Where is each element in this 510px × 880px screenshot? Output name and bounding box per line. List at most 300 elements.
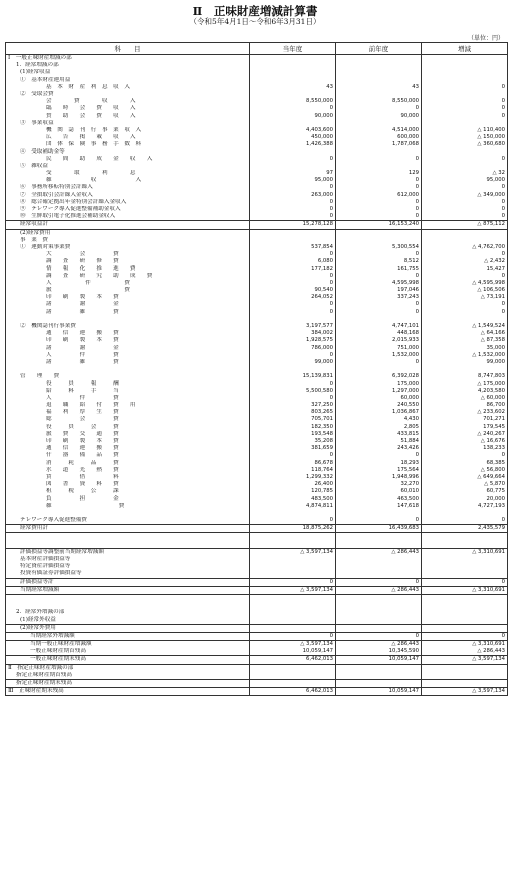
change-value: 0 bbox=[422, 452, 508, 459]
table-row bbox=[6, 578, 508, 586]
row-label bbox=[6, 602, 250, 609]
table-row bbox=[6, 664, 508, 672]
table-row bbox=[6, 616, 508, 624]
change-value bbox=[422, 148, 508, 155]
current-year-value: 8,550,000 bbox=[250, 98, 336, 105]
row-label: 当期一般正味財産増減額 bbox=[6, 641, 250, 649]
row-label: 通 信 運 搬 費 bbox=[6, 330, 250, 337]
table-row bbox=[6, 533, 508, 541]
previous-year-value: 0 bbox=[336, 199, 422, 206]
row-label: 2．経常外増減の部 bbox=[6, 609, 250, 616]
table-row bbox=[6, 170, 508, 177]
row-label: 人 件 費 bbox=[6, 395, 250, 402]
previous-year-value bbox=[336, 366, 422, 373]
change-value: 701,271 bbox=[422, 416, 508, 423]
previous-year-value: 1,948,996 bbox=[336, 474, 422, 481]
previous-year-value: △ 286,443 bbox=[336, 548, 422, 556]
current-year-value bbox=[250, 316, 336, 323]
previous-year-value: 240,550 bbox=[336, 402, 422, 409]
change-value: △ 110,400 bbox=[422, 127, 508, 134]
row-label: ⑧ 総合確定拠出年金特別会計繰入金収入 bbox=[6, 199, 250, 206]
previous-year-value: 600,000 bbox=[336, 134, 422, 141]
period-subtitle: （令和5年4月1日～令和6年3月31日） bbox=[189, 17, 321, 26]
previous-year-value bbox=[336, 594, 422, 602]
change-value bbox=[422, 541, 508, 549]
table-row bbox=[6, 280, 508, 287]
row-label: 特定資産評価損益等 bbox=[6, 563, 250, 570]
previous-year-value bbox=[336, 664, 422, 672]
current-year-value bbox=[250, 533, 336, 541]
change-value: △ 60,000 bbox=[422, 395, 508, 402]
change-value: △ 875,112 bbox=[422, 221, 508, 229]
current-year-value: 0 bbox=[250, 156, 336, 163]
change-value: 179,545 bbox=[422, 424, 508, 431]
previous-year-value: △ 286,443 bbox=[336, 641, 422, 649]
previous-year-value: 16,153,240 bbox=[336, 221, 422, 229]
current-year-value bbox=[250, 672, 336, 680]
previous-year-value: 90,000 bbox=[336, 113, 422, 120]
change-value: 0 bbox=[422, 206, 508, 213]
previous-year-value: 4,430 bbox=[336, 416, 422, 423]
previous-year-value: 1,787,068 bbox=[336, 141, 422, 148]
change-value: △ 360,680 bbox=[422, 141, 508, 148]
table-row bbox=[6, 120, 508, 127]
change-value bbox=[422, 533, 508, 541]
previous-year-value: 60,000 bbox=[336, 395, 422, 402]
change-value: △ 5,870 bbox=[422, 481, 508, 488]
current-year-value bbox=[250, 664, 336, 672]
table-row bbox=[6, 460, 508, 467]
table-row bbox=[6, 556, 508, 563]
change-value bbox=[422, 77, 508, 84]
previous-year-value: 0 bbox=[336, 177, 422, 184]
column-header-change: 増減 bbox=[422, 43, 508, 55]
row-label: 負 担 金 bbox=[6, 495, 250, 502]
previous-year-value bbox=[336, 616, 422, 624]
table-row bbox=[6, 503, 508, 510]
table-row bbox=[6, 541, 508, 549]
current-year-value: 18,875,262 bbox=[250, 525, 336, 533]
change-value bbox=[422, 664, 508, 672]
change-value: 68,385 bbox=[422, 460, 508, 467]
previous-year-value bbox=[336, 679, 422, 687]
table-row bbox=[6, 641, 508, 649]
previous-year-value: 0 bbox=[336, 105, 422, 112]
change-value bbox=[422, 316, 508, 323]
previous-year-value: 433,815 bbox=[336, 431, 422, 438]
current-year-value: 90,000 bbox=[250, 113, 336, 120]
row-label: 旅 費 交 通 費 bbox=[6, 431, 250, 438]
current-year-value: 450,000 bbox=[250, 134, 336, 141]
previous-year-value bbox=[336, 77, 422, 84]
current-year-value: 0 bbox=[250, 380, 336, 387]
previous-year-value: 0 bbox=[336, 301, 422, 308]
current-year-value: 0 bbox=[250, 517, 336, 525]
change-value bbox=[422, 229, 508, 237]
table-row bbox=[6, 134, 508, 141]
previous-year-value: 147,618 bbox=[336, 503, 422, 510]
row-label: ② 受取会費 bbox=[6, 91, 250, 98]
row-label: (2)経常費用 bbox=[6, 229, 250, 237]
change-value: △ 4,595,998 bbox=[422, 280, 508, 287]
table-row bbox=[6, 586, 508, 594]
statement-table bbox=[5, 42, 508, 696]
current-year-value: 90,540 bbox=[250, 287, 336, 294]
previous-year-value bbox=[336, 148, 422, 155]
current-year-value bbox=[250, 366, 336, 373]
current-year-value bbox=[250, 229, 336, 237]
current-year-value bbox=[250, 77, 336, 84]
current-year-value: 86,678 bbox=[250, 460, 336, 467]
previous-year-value: 16,439,683 bbox=[336, 525, 422, 533]
row-label: 図 書 資 料 費 bbox=[6, 481, 250, 488]
row-label: (2)経常外費用 bbox=[6, 624, 250, 632]
current-year-value bbox=[250, 556, 336, 563]
table-row bbox=[6, 301, 508, 308]
table-row bbox=[6, 309, 508, 316]
previous-year-value bbox=[336, 570, 422, 578]
row-label: 一般正味財産期末残高 bbox=[6, 656, 250, 664]
change-value: 86,700 bbox=[422, 402, 508, 409]
row-label bbox=[6, 366, 250, 373]
row-label: 調 査 研 究 助 成 費 bbox=[6, 273, 250, 280]
table-row bbox=[6, 352, 508, 359]
current-year-value bbox=[250, 609, 336, 616]
table-row bbox=[6, 409, 508, 416]
change-value bbox=[422, 62, 508, 69]
change-value bbox=[422, 120, 508, 127]
current-year-value: 1,928,575 bbox=[250, 337, 336, 344]
row-label: 情 報 化 推 進 費 bbox=[6, 265, 250, 272]
row-label: 諸 雑 費 bbox=[6, 359, 250, 366]
row-label: 基 本 財 産 利 息 収 入 bbox=[6, 84, 250, 91]
previous-year-value: 18,293 bbox=[336, 460, 422, 467]
current-year-value bbox=[250, 237, 336, 244]
table-row bbox=[6, 563, 508, 570]
row-label: ② 機関誌刊行事業費 bbox=[6, 323, 250, 330]
row-label: 役 員 会 費 bbox=[6, 424, 250, 431]
previous-year-value bbox=[336, 510, 422, 517]
change-value: △ 3,597,134 bbox=[422, 656, 508, 664]
row-label: 諸 謝 金 bbox=[6, 345, 250, 352]
previous-year-value: 0 bbox=[336, 452, 422, 459]
change-value bbox=[422, 510, 508, 517]
current-year-value bbox=[250, 62, 336, 69]
current-year-value: 1,426,388 bbox=[250, 141, 336, 148]
change-value: 0 bbox=[422, 251, 508, 258]
previous-year-value: 4,747,101 bbox=[336, 323, 422, 330]
current-year-value: 35,208 bbox=[250, 438, 336, 445]
row-label: 水 道 光 熱 費 bbox=[6, 467, 250, 474]
row-label: 指定正味財産期首残高 bbox=[6, 672, 250, 680]
row-label: 大 会 費 bbox=[6, 251, 250, 258]
change-value bbox=[422, 366, 508, 373]
previous-year-value bbox=[336, 609, 422, 616]
table-row bbox=[6, 602, 508, 609]
table-row bbox=[6, 316, 508, 323]
current-year-value: 4,403,600 bbox=[250, 127, 336, 134]
previous-year-value: 243,426 bbox=[336, 445, 422, 452]
change-value: 0 bbox=[422, 84, 508, 91]
table-row bbox=[6, 424, 508, 431]
current-year-value: 0 bbox=[250, 213, 336, 221]
row-label: 評価損益等計 bbox=[6, 578, 250, 586]
change-value bbox=[422, 609, 508, 616]
row-label: ③ 事業収益 bbox=[6, 120, 250, 127]
row-label: 経常収益計 bbox=[6, 221, 250, 229]
row-label: 総 会 費 bbox=[6, 416, 250, 423]
change-value: △ 349,000 bbox=[422, 192, 508, 199]
previous-year-value bbox=[336, 602, 422, 609]
change-value bbox=[422, 91, 508, 98]
previous-year-value: 4,595,998 bbox=[336, 280, 422, 287]
row-label: 給 料 手 当 bbox=[6, 388, 250, 395]
current-year-value: 264,052 bbox=[250, 294, 336, 301]
table-header-row bbox=[6, 43, 508, 55]
previous-year-value: 6,392,028 bbox=[336, 373, 422, 380]
previous-year-value: 175,564 bbox=[336, 467, 422, 474]
change-value: △ 56,800 bbox=[422, 467, 508, 474]
table-row bbox=[6, 431, 508, 438]
current-year-value: 0 bbox=[250, 578, 336, 586]
table-row bbox=[6, 656, 508, 664]
row-label: ⑦ 全損取引会計繰入金収入 bbox=[6, 192, 250, 199]
change-value bbox=[422, 55, 508, 63]
table-row bbox=[6, 452, 508, 459]
previous-year-value: 10,059,147 bbox=[336, 688, 422, 696]
change-value bbox=[422, 570, 508, 578]
table-row bbox=[6, 474, 508, 481]
table-row bbox=[6, 380, 508, 387]
row-label: 雑 費 bbox=[6, 503, 250, 510]
current-year-value: 537,854 bbox=[250, 244, 336, 251]
page-title: Ⅱ 正味財産増減計算書 bbox=[192, 4, 318, 18]
change-value bbox=[422, 616, 508, 624]
table-row bbox=[6, 395, 508, 402]
current-year-value: 118,764 bbox=[250, 467, 336, 474]
previous-year-value bbox=[336, 55, 422, 63]
change-value: 0 bbox=[422, 578, 508, 586]
current-year-value: 120,785 bbox=[250, 488, 336, 495]
row-label: (1)経常収益 bbox=[6, 69, 250, 76]
change-value: 60,775 bbox=[422, 488, 508, 495]
row-label bbox=[6, 541, 250, 549]
table-row bbox=[6, 273, 508, 280]
table-row bbox=[6, 141, 508, 148]
row-label: 印 刷 製 本 費 bbox=[6, 438, 250, 445]
row-label: (1)経常外収益 bbox=[6, 616, 250, 624]
table-row bbox=[6, 609, 508, 616]
current-year-value: 5,500,580 bbox=[250, 388, 336, 395]
previous-year-value bbox=[336, 69, 422, 76]
change-value: △ 3,310,691 bbox=[422, 548, 508, 556]
table-row bbox=[6, 323, 508, 330]
row-label: 管 理 費 bbox=[6, 373, 250, 380]
table-row bbox=[6, 258, 508, 265]
previous-year-value: 32,270 bbox=[336, 481, 422, 488]
change-value: 0 bbox=[422, 199, 508, 206]
table-row bbox=[6, 373, 508, 380]
current-year-value: △ 3,597,134 bbox=[250, 586, 336, 594]
previous-year-value: 43 bbox=[336, 84, 422, 91]
current-year-value: 0 bbox=[250, 206, 336, 213]
table-row bbox=[6, 388, 508, 395]
row-label: 経常費用計 bbox=[6, 525, 250, 533]
table-row bbox=[6, 265, 508, 272]
row-label: ⑩ 生鮮取引電子化推進会補助金収入 bbox=[6, 213, 250, 221]
row-label: 人 件 費 bbox=[6, 280, 250, 287]
current-year-value: 6,080 bbox=[250, 258, 336, 265]
table-row bbox=[6, 105, 508, 112]
row-label: 旅 費 bbox=[6, 287, 250, 294]
change-value: △ 16,676 bbox=[422, 438, 508, 445]
table-row bbox=[6, 330, 508, 337]
previous-year-value: 337,243 bbox=[336, 294, 422, 301]
change-value: 20,000 bbox=[422, 495, 508, 502]
change-value: 8,747,803 bbox=[422, 373, 508, 380]
row-label: 退 職 給 付 費 用 bbox=[6, 402, 250, 409]
change-value: △ 240,267 bbox=[422, 431, 508, 438]
change-value: △ 150,000 bbox=[422, 134, 508, 141]
row-label: 什 器 備 品 費 bbox=[6, 452, 250, 459]
change-value: 2,435,579 bbox=[422, 525, 508, 533]
previous-year-value: 0 bbox=[336, 632, 422, 640]
change-value: 4,203,580 bbox=[422, 388, 508, 395]
current-year-value bbox=[250, 679, 336, 687]
unit-label: （単位：円） bbox=[467, 35, 504, 42]
table-row bbox=[6, 345, 508, 352]
current-year-value: 10,059,147 bbox=[250, 648, 336, 656]
column-header-current: 当年度 bbox=[250, 43, 336, 55]
previous-year-value: 2,015,933 bbox=[336, 337, 422, 344]
change-value: 95,000 bbox=[422, 177, 508, 184]
current-year-value bbox=[250, 91, 336, 98]
row-label: 1．経常増減の部 bbox=[6, 62, 250, 69]
current-year-value: 177,182 bbox=[250, 265, 336, 272]
change-value: △ 1,532,000 bbox=[422, 352, 508, 359]
previous-year-value: 0 bbox=[336, 184, 422, 191]
current-year-value: 3,197,577 bbox=[250, 323, 336, 330]
table-row bbox=[6, 517, 508, 525]
table-row bbox=[6, 84, 508, 91]
current-year-value bbox=[250, 563, 336, 570]
current-year-value: 15,139,831 bbox=[250, 373, 336, 380]
change-value bbox=[422, 563, 508, 570]
table-row bbox=[6, 548, 508, 556]
current-year-value: 384,002 bbox=[250, 330, 336, 337]
row-label: 通 信 運 搬 費 bbox=[6, 445, 250, 452]
change-value: △ 87,358 bbox=[422, 337, 508, 344]
row-label: 賛 助 会 費 収 入 bbox=[6, 113, 250, 120]
current-year-value: 705,701 bbox=[250, 416, 336, 423]
previous-year-value: 1,297,000 bbox=[336, 388, 422, 395]
previous-year-value: 1,532,000 bbox=[336, 352, 422, 359]
row-label: Ⅱ 指定正味財産増減の部 bbox=[6, 664, 250, 672]
change-value: △ 649,664 bbox=[422, 474, 508, 481]
current-year-value: 786,000 bbox=[250, 345, 336, 352]
change-value bbox=[422, 556, 508, 563]
previous-year-value: 8,550,000 bbox=[336, 98, 422, 105]
previous-year-value: 0 bbox=[336, 213, 422, 221]
current-year-value: 99,000 bbox=[250, 359, 336, 366]
table-row bbox=[6, 98, 508, 105]
current-year-value: △ 3,597,134 bbox=[250, 548, 336, 556]
table-row bbox=[6, 287, 508, 294]
change-value bbox=[422, 594, 508, 602]
row-label bbox=[6, 510, 250, 517]
current-year-value bbox=[250, 570, 336, 578]
previous-year-value: 0 bbox=[336, 251, 422, 258]
current-year-value: 43 bbox=[250, 84, 336, 91]
previous-year-value: 0 bbox=[336, 578, 422, 586]
row-label: 諸 雑 費 bbox=[6, 309, 250, 316]
current-year-value bbox=[250, 594, 336, 602]
previous-year-value: 129 bbox=[336, 170, 422, 177]
row-label: 民 間 助 成 金 収 入 bbox=[6, 156, 250, 163]
table-row bbox=[6, 294, 508, 301]
table-row bbox=[6, 237, 508, 244]
current-year-value: 0 bbox=[250, 251, 336, 258]
row-label: ⑤ 雑収益 bbox=[6, 163, 250, 170]
previous-year-value bbox=[336, 556, 422, 563]
table-row bbox=[6, 184, 508, 191]
current-year-value: 6,462,013 bbox=[250, 656, 336, 664]
table-row bbox=[6, 594, 508, 602]
current-year-value: 6,462,013 bbox=[250, 688, 336, 696]
row-label: ④ 受取補助金等 bbox=[6, 148, 250, 155]
table-row bbox=[6, 148, 508, 155]
table-row bbox=[6, 467, 508, 474]
previous-year-value: 0 bbox=[336, 273, 422, 280]
table-row bbox=[6, 366, 508, 373]
current-year-value: 97 bbox=[250, 170, 336, 177]
previous-year-value: 1,036,867 bbox=[336, 409, 422, 416]
previous-year-value: 0 bbox=[336, 359, 422, 366]
row-label: 一般正味財産期首残高 bbox=[6, 648, 250, 656]
change-value bbox=[422, 602, 508, 609]
table-row bbox=[6, 688, 508, 696]
change-value: 0 bbox=[422, 105, 508, 112]
previous-year-value bbox=[336, 624, 422, 632]
current-year-value: 193,548 bbox=[250, 431, 336, 438]
change-value bbox=[422, 624, 508, 632]
row-label bbox=[6, 316, 250, 323]
table-row bbox=[6, 672, 508, 680]
previous-year-value bbox=[336, 237, 422, 244]
previous-year-value bbox=[336, 563, 422, 570]
change-value: △ 32 bbox=[422, 170, 508, 177]
previous-year-value: △ 286,443 bbox=[336, 586, 422, 594]
table-row bbox=[6, 648, 508, 656]
table-row bbox=[6, 62, 508, 69]
change-value: △ 286,443 bbox=[422, 648, 508, 656]
previous-year-value: 175,000 bbox=[336, 380, 422, 387]
change-value: △ 233,602 bbox=[422, 409, 508, 416]
current-year-value: 803,265 bbox=[250, 409, 336, 416]
previous-year-value: 8,512 bbox=[336, 258, 422, 265]
table-row bbox=[6, 91, 508, 98]
current-year-value bbox=[250, 541, 336, 549]
table-row bbox=[6, 438, 508, 445]
current-year-value: 0 bbox=[250, 352, 336, 359]
current-year-value: 26,400 bbox=[250, 481, 336, 488]
current-year-value: 263,000 bbox=[250, 192, 336, 199]
row-label: 受 取 利 息 bbox=[6, 170, 250, 177]
current-year-value: 0 bbox=[250, 309, 336, 316]
row-label: 基本財産評価損益等 bbox=[6, 556, 250, 563]
row-label: 広 告 掲 載 収 入 bbox=[6, 134, 250, 141]
change-value: 0 bbox=[422, 517, 508, 525]
